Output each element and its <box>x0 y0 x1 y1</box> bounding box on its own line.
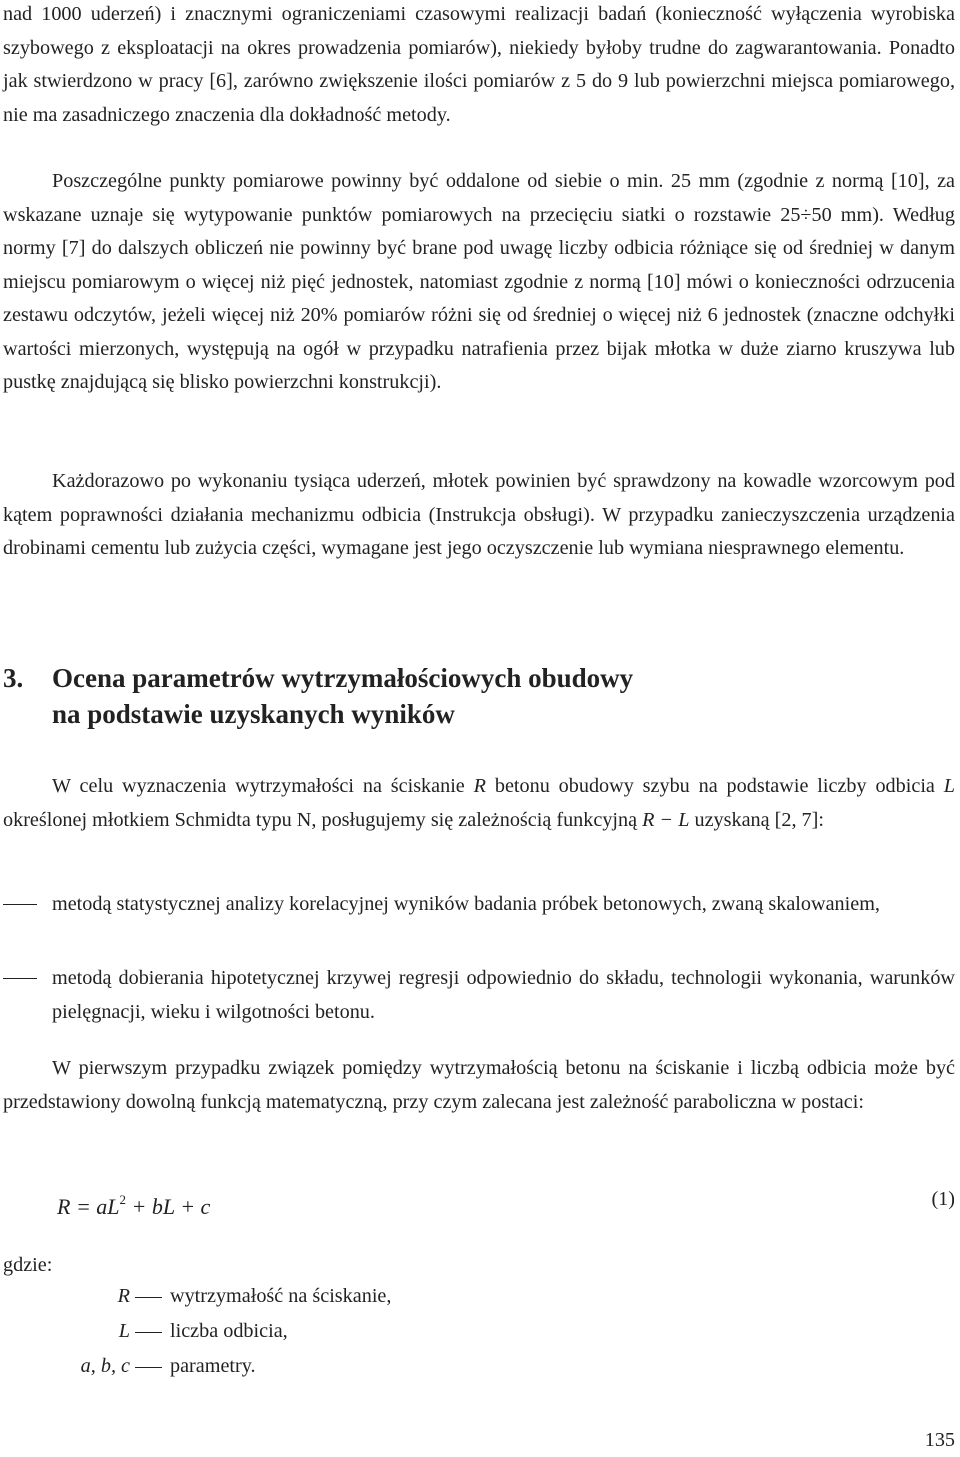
section-title-line-1: Ocena parametrów wytrzymałościowych obudowy <box>52 663 634 693</box>
section-heading <box>3 660 955 732</box>
list-item <box>3 962 955 1029</box>
list-item-text: metodą dobierania hipotetycznej krzywej regresji odpowiednio do składu, technologii wykonania, warunków pielęgnacji, wieku i wilgotności betonu. <box>52 967 955 1023</box>
dash-marker <box>135 1367 162 1368</box>
legend-row <box>0 1280 600 1313</box>
list-item-text: metodą statystycznej analizy korelacyjnej wyników badania próbek betonowych, zwaną skalowaniem, <box>52 893 880 915</box>
legend-text: liczba odbicia, <box>170 1320 288 1342</box>
dash-marker <box>135 1297 162 1298</box>
dash-marker <box>135 1332 162 1333</box>
intro-text-2: betonu obudowy szybu na podstawie liczby odbicia <box>485 775 944 797</box>
paragraph-after-list: W pierwszym przypadku związek pomiędzy wytrzymałością betonu na ściskanie i liczbą odbicia może być przedstawiony dowolną funkcją matematyczną, przy czym zalecana jest zależność paraboliczna w postaci: <box>3 1057 955 1113</box>
var-r: R <box>473 775 486 797</box>
section-title-line-2: na podstawie uzyskanych wyników <box>52 699 455 729</box>
intro-text-4: uzyskaną [2, 7]: <box>689 808 824 831</box>
list-item <box>3 888 955 922</box>
paragraph-2: Poszczególne punkty pomiarowe powinny być oddalone od siebie o min. 25 mm (zgodnie z normą [10], za wskazane uznaje się wytypowanie punktów pomiarowych na przecięciu siatki o rozstawie 25÷50 mm). Według normy [7] do dalszych obliczeń nie powinny być brane pod uwagę liczby odbicia różniące się od średniej w danym miejscu pomiarowym o więcej niż pięć jednostek, natomiast zgodnie z normą [10] mówi o konieczności odrzucenia zestawu odczytów, jeżeli więcej niż 20% pomiarów różni się od średniej o więcej niż 6 jednostek (znaczne odchyłki wartości mierzonych, występują na ogół w przypadku natrafienia przez bijak młotka w duże ziarno kruszywa lub pustkę znajdującą się blisko powierzchni konstrukcji). <box>3 170 955 393</box>
page-number: 135 <box>924 1429 955 1451</box>
where-label: gdzie: <box>3 1254 53 1276</box>
paragraph-3: Każdorazowo po wykonaniu tysiąca uderzeń, młotek powinien być sprawdzony na kowadle wzorcowym pod kątem poprawności działania mechanizmu odbicia (Instrukcja obsługi). W przypadku zanieczyszczenia urządzenia drobinami cementu lub zużycia części, wymagane jest jego oczyszczenie lub wymiana niesprawnego elementu. <box>3 470 955 559</box>
formula-exponent: 2 <box>119 1192 127 1207</box>
section-number: 3. <box>3 663 24 693</box>
dash-marker <box>3 978 37 979</box>
intro-text-1: W celu wyznaczenia wytrzymałości na ściskanie <box>52 775 474 797</box>
intro-text-3: określonej młotkiem Schmidta typu N, posługujemy się zależnością funkcyjną <box>3 808 643 831</box>
formula-1 <box>57 1183 210 1223</box>
r-minus-l: R − L <box>642 808 690 831</box>
legend-row <box>0 1315 600 1348</box>
intro-paragraph <box>3 770 955 837</box>
legend-symbol: R <box>117 1285 130 1307</box>
formula-right: + bL + c <box>126 1194 211 1219</box>
legend-row <box>0 1350 600 1383</box>
legend-symbol: L <box>118 1320 130 1342</box>
var-l: L <box>943 775 955 797</box>
formula-left: R = aL <box>57 1194 120 1219</box>
dash-marker <box>3 904 37 905</box>
legend-text: parametry. <box>170 1355 256 1377</box>
legend-symbol: a, b, c <box>80 1355 130 1377</box>
paragraph-1: nad 1000 uderzeń) i znacznymi ograniczeniami czasowymi realizacji badań (konieczność wyłączenia wyrobiska szybowego z eksploatacji na okres prowadzenia pomiarów), niekiedy byłoby trudne do zagwarantowania. Ponadto jak stwierdzono w pracy [6], zarówno zwiększenie ilości pomiarów z 5 do 9 lub powierzchni miejsca pomiarowego, nie ma zasadniczego znaczenia dla dokładność metody. <box>3 3 955 126</box>
equation-number: (1) <box>931 1188 955 1210</box>
legend-text: wytrzymałość na ściskanie, <box>170 1285 392 1307</box>
